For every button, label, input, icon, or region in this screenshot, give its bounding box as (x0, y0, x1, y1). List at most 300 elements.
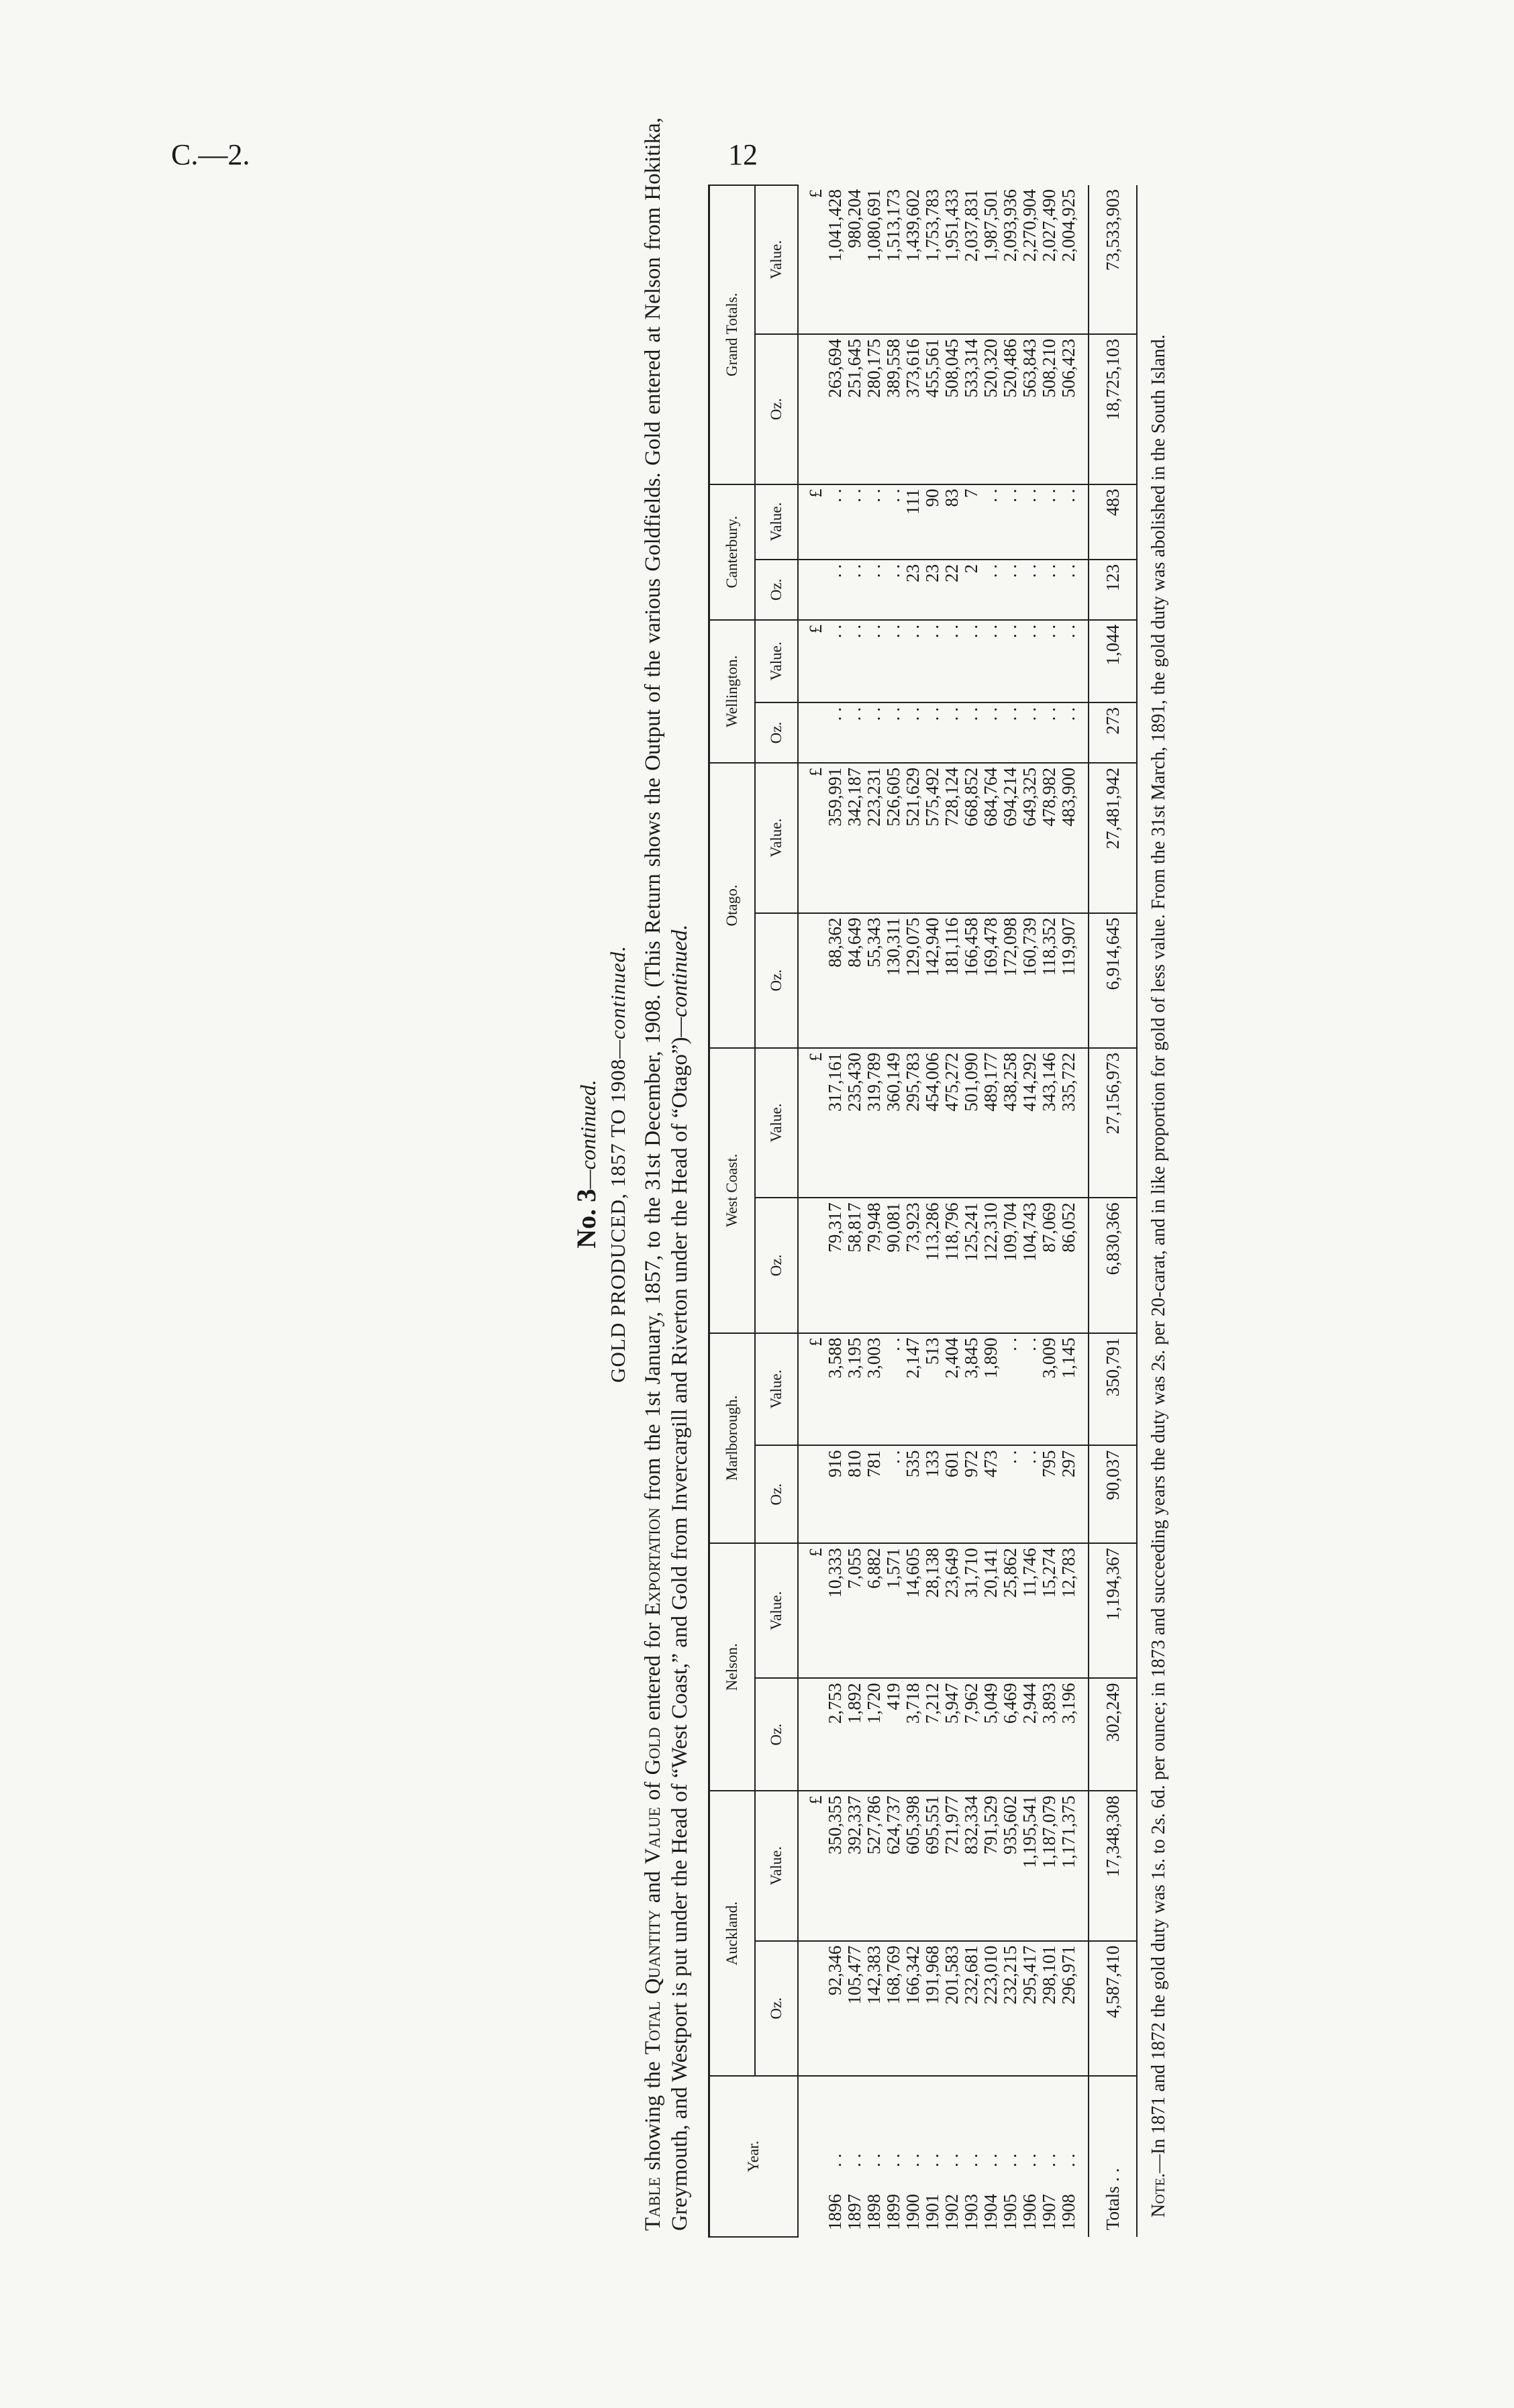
oz-cell: 55,343 (864, 913, 884, 1048)
group-header-auckland: Auckland. (709, 1791, 756, 2076)
value-cell: 28,138 (923, 1543, 942, 1678)
oz-cell: 473 (981, 1446, 1001, 1544)
oz-cell: 105,477 (845, 1941, 864, 2076)
oz-cell: . . (903, 702, 923, 763)
oz-cell: 23 (923, 560, 942, 620)
oz-cell: 181,116 (942, 913, 962, 1048)
value-cell: 791,529 (981, 1791, 1001, 1941)
oz-cell: 563,843 (1020, 334, 1040, 484)
oz-cell: . . (1001, 1446, 1020, 1544)
page-number: 12 (728, 138, 758, 171)
oz-cell: 3,718 (903, 1678, 923, 1791)
caption-gold-word: Gold (641, 1727, 665, 1775)
pound-sign: £ (798, 1333, 825, 1446)
oz-cell: 1,892 (845, 1678, 864, 1791)
pound-oz-blank (798, 334, 825, 484)
caption-value-word: Value (641, 1807, 665, 1865)
value-cell: 3,845 (962, 1333, 981, 1446)
oz-cell: 533,314 (962, 334, 981, 484)
oz-cell: 298,101 (1040, 1941, 1059, 2076)
total-oz-cell: 90,037 (1089, 1446, 1137, 1544)
value-cell: 935,602 (1001, 1791, 1020, 1941)
year-leader-dots: . . (961, 2153, 981, 2167)
total-oz-cell: 18,725,103 (1089, 334, 1137, 484)
value-cell: 2,093,936 (1001, 185, 1020, 334)
oz-cell: . . (981, 702, 1001, 763)
oz-cell: 104,743 (1020, 1198, 1040, 1332)
value-cell: 1,513,173 (884, 185, 903, 334)
oz-cell: . . (864, 702, 884, 763)
oz-cell: 122,310 (981, 1198, 1001, 1332)
value-cell: 1,187,079 (1040, 1791, 1059, 1941)
year-leader-dots: . . (825, 2153, 845, 2167)
caption-table-word: Table (641, 2177, 665, 2231)
oz-cell: 972 (962, 1446, 981, 1544)
oz-cell: 295,417 (1020, 1941, 1040, 2076)
pound-oz-blank (798, 702, 825, 763)
oz-cell: . . (864, 560, 884, 620)
table-caption (640, 117, 693, 2231)
year-leader-dots: . . (942, 2153, 962, 2167)
oz-cell: . . (1040, 560, 1059, 620)
group-header-canterbury: Canterbury. (709, 484, 756, 620)
value-cell: . . (981, 484, 1001, 560)
total-value-cell: 1,194,367 (1089, 1543, 1137, 1678)
table-row (962, 185, 981, 2237)
group-header-nelson: Nelson. (709, 1543, 756, 1791)
pound-oz-blank (798, 560, 825, 620)
group-header-marlborough: Marlborough. (709, 1333, 756, 1543)
oz-cell: 130,311 (884, 913, 903, 1048)
value-cell: 1,080,691 (864, 185, 884, 334)
value-cell: 2,004,925 (1059, 185, 1089, 334)
value-cell: 1,041,428 (825, 185, 845, 334)
oz-cell: 520,320 (981, 334, 1001, 484)
value-cell: 624,737 (884, 1791, 903, 1941)
value-cell: 668,852 (962, 763, 981, 913)
year-cell (942, 2076, 962, 2237)
table-row (1020, 185, 1040, 2237)
value-cell: 501,090 (962, 1048, 981, 1198)
oz-cell: . . (825, 702, 845, 763)
oz-cell: 535 (903, 1446, 923, 1544)
value-header: Value. (755, 484, 798, 560)
total-value-cell: 483 (1089, 484, 1137, 560)
value-cell: . . (1020, 620, 1040, 702)
rotated-table-block (570, 91, 1248, 2238)
year-cell (1040, 2076, 1059, 2237)
value-cell: 526,605 (884, 763, 903, 913)
oz-cell: 2,944 (1020, 1678, 1040, 1791)
year-label: 1907 (1039, 2194, 1059, 2230)
value-cell: 1,951,433 (942, 185, 962, 334)
pound-sign: £ (798, 763, 825, 913)
oz-cell: 23 (903, 560, 923, 620)
value-cell: . . (845, 620, 864, 702)
oz-cell: 166,342 (903, 1941, 923, 2076)
value-cell: 694,214 (1001, 763, 1020, 913)
value-cell: 1,987,501 (981, 185, 1001, 334)
group-header-row (709, 185, 756, 2237)
oz-cell: 73,923 (903, 1198, 923, 1332)
year-leader-dots: . . (903, 2153, 923, 2167)
oz-cell: . . (1020, 560, 1040, 620)
oz-header: Oz. (755, 702, 798, 763)
oz-cell: 455,561 (923, 334, 942, 484)
year-label: 1898 (864, 2194, 884, 2230)
oz-cell: 172,098 (1001, 913, 1020, 1048)
year-label: 1901 (922, 2194, 942, 2230)
year-cell (923, 2076, 942, 2237)
pound-sign: £ (798, 185, 825, 334)
value-cell: . . (825, 620, 845, 702)
caption-exportation: Exportation (641, 1508, 665, 1616)
year-leader-dots: . . (883, 2153, 903, 2167)
value-cell: 513 (923, 1333, 942, 1446)
value-cell: 483,900 (1059, 763, 1089, 913)
value-cell: 1,439,602 (903, 185, 923, 334)
pound-sign: £ (798, 1543, 825, 1678)
table-number-cont: —continued. (576, 1080, 600, 1189)
year-cell (981, 2076, 1001, 2237)
value-cell: 111 (903, 484, 923, 560)
value-cell: 295,783 (903, 1048, 923, 1198)
value-cell: 3,588 (825, 1333, 845, 1446)
oz-cell: 389,558 (884, 334, 903, 484)
value-cell: 454,006 (923, 1048, 942, 1198)
oz-cell: 2 (962, 560, 981, 620)
oz-cell: . . (845, 560, 864, 620)
page-code: C.—2. (171, 138, 250, 171)
value-cell: 12,783 (1059, 1543, 1089, 1678)
value-cell: 15,274 (1040, 1543, 1059, 1678)
value-cell: 350,355 (825, 1791, 845, 1941)
oz-cell: 223,010 (981, 1941, 1001, 2076)
year-cell (825, 2076, 845, 2237)
oz-cell: 142,383 (864, 1941, 884, 2076)
year-label: 1903 (961, 2194, 981, 2230)
oz-cell: 142,940 (923, 913, 942, 1048)
total-oz-cell: 4,587,410 (1089, 1941, 1137, 2076)
value-cell: 575,492 (923, 763, 942, 913)
oz-cell: 201,583 (942, 1941, 962, 2076)
value-cell: . . (1040, 620, 1059, 702)
year-label: 1908 (1058, 2194, 1078, 2230)
value-cell: 3,003 (864, 1333, 884, 1446)
oz-cell: 191,968 (923, 1941, 942, 2076)
value-cell: 1,145 (1059, 1333, 1089, 1446)
total-value-cell: 27,156,973 (1089, 1048, 1137, 1198)
value-cell: 1,171,375 (1059, 1791, 1089, 1941)
caption-text2: and (641, 1864, 665, 1910)
value-cell: 20,141 (981, 1543, 1001, 1678)
oz-cell: 7,962 (962, 1678, 981, 1791)
oz-cell: 916 (825, 1446, 845, 1544)
oz-cell: 601 (942, 1446, 962, 1544)
oz-cell: 79,317 (825, 1198, 845, 1332)
oz-cell: . . (884, 560, 903, 620)
oz-cell: . . (884, 702, 903, 763)
table-row (1040, 185, 1059, 2237)
pound-oz-blank (798, 913, 825, 1048)
pound-oz-blank (798, 1678, 825, 1791)
oz-cell: 232,215 (1001, 1941, 1020, 2076)
subtitle-cont: —continued. (606, 945, 629, 1059)
value-cell: 1,753,783 (923, 185, 942, 334)
pound-oz-blank (798, 1198, 825, 1332)
caption-text1: showing the (641, 2054, 665, 2177)
oz-cell: 119,907 (1059, 913, 1089, 1048)
value-cell: 335,722 (1059, 1048, 1089, 1198)
oz-cell: 88,362 (825, 913, 845, 1048)
oz-cell: 1,720 (864, 1678, 884, 1791)
value-cell: 2,147 (903, 1333, 923, 1446)
year-cell (845, 2076, 864, 2237)
value-cell: 2,404 (942, 1333, 962, 1446)
value-cell: . . (1059, 484, 1089, 560)
total-oz-cell: 6,914,645 (1089, 913, 1137, 1048)
oz-cell: 3,893 (1040, 1678, 1059, 1791)
value-cell: 23,649 (942, 1543, 962, 1678)
oz-cell: 232,681 (962, 1941, 981, 2076)
value-cell: 7,055 (845, 1543, 864, 1678)
pound-sign: £ (798, 620, 825, 702)
oz-cell: 79,948 (864, 1198, 884, 1332)
value-cell: 414,292 (1020, 1048, 1040, 1198)
oz-header: Oz. (755, 1198, 798, 1332)
year-leader-dots: . . (1058, 2153, 1078, 2167)
value-header: Value. (755, 1791, 798, 1941)
year-label: 1902 (942, 2194, 962, 2230)
oz-cell: 125,241 (962, 1198, 981, 1332)
pound-sign: £ (798, 1048, 825, 1198)
oz-cell: . . (1001, 560, 1020, 620)
oz-cell: . . (845, 702, 864, 763)
oz-cell: . . (884, 1446, 903, 1544)
oz-cell: 6,469 (1001, 1678, 1020, 1791)
value-cell: 10,333 (825, 1543, 845, 1678)
oz-cell: 520,486 (1001, 334, 1020, 484)
footnote-text: —In 1871 and 1872 the gold duty was 1s. to 2s. 6d. per ounce; in 1873 and succeeding years the duty was 2s. per 20-carat, and in like proportion for gold of less value. From the 31st March, 1891, the gold duty was abolished in the South Island. (1148, 334, 1169, 2173)
value-cell: 319,789 (864, 1048, 884, 1198)
pound-row (798, 185, 825, 2237)
caption-text3: of (641, 1775, 665, 1808)
oz-cell: 419 (884, 1678, 903, 1791)
table-number (570, 91, 602, 2238)
value-cell: . . (825, 484, 845, 560)
table-number-main: No. 3 (571, 1188, 601, 1249)
value-cell: 1,195,541 (1020, 1791, 1040, 1941)
oz-cell: 86,052 (1059, 1198, 1089, 1332)
year-leader-dots: . . (844, 2153, 864, 2167)
total-value-cell: 73,533,903 (1089, 185, 1137, 334)
value-cell: 521,629 (903, 763, 923, 913)
value-cell: . . (884, 484, 903, 560)
value-cell: 1,571 (884, 1543, 903, 1678)
oz-cell: 781 (864, 1446, 884, 1544)
oz-cell: 506,423 (1059, 334, 1089, 484)
oz-cell: 84,649 (845, 913, 864, 1048)
oz-cell: 118,796 (942, 1198, 962, 1332)
value-cell: 11,746 (1020, 1543, 1040, 1678)
oz-cell: 7,212 (923, 1678, 942, 1791)
value-cell: 684,764 (981, 763, 1001, 913)
value-cell: 2,270,904 (1020, 185, 1040, 334)
year-cell (962, 2076, 981, 2237)
oz-cell: . . (1040, 702, 1059, 763)
oz-header: Oz. (755, 334, 798, 484)
year-leader-dots: . . (1000, 2153, 1020, 2167)
value-cell: 83 (942, 484, 962, 560)
group-header-wellington: Wellington. (709, 620, 756, 763)
value-cell: 2,037,831 (962, 185, 981, 334)
value-cell: 317,161 (825, 1048, 845, 1198)
oz-header: Oz. (755, 913, 798, 1048)
oz-cell: 160,739 (1020, 913, 1040, 1048)
value-cell: . . (942, 620, 962, 702)
table-row (903, 185, 923, 2237)
value-cell: 392,337 (845, 1791, 864, 1941)
value-cell: 359,991 (825, 763, 845, 913)
year-label: 1899 (883, 2194, 903, 2230)
group-header-grand-totals: Grand Totals. (709, 185, 756, 484)
subheader-row (755, 185, 798, 2237)
value-header: Value. (755, 185, 798, 334)
year-cell (903, 2076, 923, 2237)
year-label: 1900 (903, 2194, 923, 2230)
value-cell: 475,272 (942, 1048, 962, 1198)
subtitle-main: GOLD PRODUCED, 1857 TO 1908 (606, 1058, 629, 1383)
oz-header: Oz. (755, 560, 798, 620)
oz-cell: 133 (923, 1446, 942, 1544)
oz-cell: . . (962, 702, 981, 763)
oz-cell: 58,817 (845, 1198, 864, 1332)
total-oz-cell: 6,830,366 (1089, 1198, 1137, 1332)
value-cell: 489,177 (981, 1048, 1001, 1198)
value-cell: . . (1020, 484, 1040, 560)
value-cell: . . (864, 620, 884, 702)
oz-cell: 2,753 (825, 1678, 845, 1791)
year-cell (884, 2076, 903, 2237)
gold-table (708, 185, 1138, 2238)
oz-cell: 373,616 (903, 334, 923, 484)
table-row (825, 185, 845, 2237)
value-header: Value. (755, 1543, 798, 1678)
group-header-otago: Otago. (709, 763, 756, 1048)
total-value-cell: 17,348,308 (1089, 1791, 1137, 1941)
oz-header: Oz. (755, 1941, 798, 2076)
total-oz-cell: 123 (1089, 560, 1137, 620)
value-cell: 343,146 (1040, 1048, 1059, 1198)
footnote-label: Note. (1148, 2173, 1169, 2217)
year-leader-dots: . . (1039, 2153, 1059, 2167)
value-cell: 649,325 (1020, 763, 1040, 913)
value-cell: 438,258 (1001, 1048, 1020, 1198)
total-oz-cell: 273 (1089, 702, 1137, 763)
year-leader-dots: . . (1019, 2153, 1040, 2167)
table-row (1059, 185, 1089, 2237)
value-cell: . . (884, 1333, 903, 1446)
value-cell: 832,334 (962, 1791, 981, 1941)
value-cell: 1,890 (981, 1333, 1001, 1446)
year-label: 1896 (825, 2194, 845, 2230)
oz-cell: . . (923, 702, 942, 763)
oz-cell: 168,769 (884, 1941, 903, 2076)
value-cell: 695,551 (923, 1791, 942, 1941)
value-cell: 235,430 (845, 1048, 864, 1198)
value-cell: 721,977 (942, 1791, 962, 1941)
value-header: Value. (755, 1048, 798, 1198)
year-leader-dots: . . (922, 2153, 942, 2167)
value-cell: 7 (962, 484, 981, 560)
oz-cell: 129,075 (903, 913, 923, 1048)
table-body (798, 185, 1089, 2237)
oz-header: Oz. (755, 1678, 798, 1791)
value-cell: 2,027,490 (1040, 185, 1059, 334)
group-header-west-coast: West Coast. (709, 1048, 756, 1333)
value-header: Value. (755, 763, 798, 913)
year-label: 1897 (844, 2194, 864, 2230)
value-cell: . . (923, 620, 942, 702)
value-cell: 6,882 (864, 1543, 884, 1678)
value-cell: . . (864, 484, 884, 560)
value-cell: . . (1059, 620, 1089, 702)
oz-cell: 296,971 (1059, 1941, 1089, 2076)
value-cell: . . (1001, 1333, 1020, 1446)
value-cell: . . (981, 620, 1001, 702)
value-cell: 527,786 (864, 1791, 884, 1941)
oz-cell: 5,947 (942, 1678, 962, 1791)
oz-cell: 92,346 (825, 1941, 845, 2076)
value-cell: . . (1001, 620, 1020, 702)
table-row (1001, 185, 1020, 2237)
year-label: 1905 (1000, 2194, 1020, 2230)
oz-cell: 810 (845, 1446, 864, 1544)
oz-cell: 508,210 (1040, 334, 1059, 484)
table-row (845, 185, 864, 2237)
oz-cell: 280,175 (864, 334, 884, 484)
year-header: Year. (709, 2076, 799, 2237)
value-cell: 478,982 (1040, 763, 1059, 913)
year-cell (864, 2076, 884, 2237)
totals-body (1089, 185, 1137, 2237)
year-label: 1906 (1019, 2194, 1040, 2230)
year-leader-dots: . . (980, 2153, 1001, 2167)
value-cell: . . (1020, 1333, 1040, 1446)
value-cell: 31,710 (962, 1543, 981, 1678)
value-cell: 360,149 (884, 1048, 903, 1198)
value-cell: 342,187 (845, 763, 864, 913)
pound-oz-blank (798, 1941, 825, 2076)
oz-cell: 22 (942, 560, 962, 620)
year-cell (1001, 2076, 1020, 2237)
oz-header: Oz. (755, 1446, 798, 1544)
oz-cell: . . (1020, 702, 1040, 763)
oz-cell: 297 (1059, 1446, 1089, 1544)
oz-cell: 87,069 (1040, 1198, 1059, 1332)
oz-cell: 251,645 (845, 334, 864, 484)
table-row (884, 185, 903, 2237)
oz-cell: 795 (1040, 1446, 1059, 1544)
value-cell: 980,204 (845, 185, 864, 334)
oz-cell: 166,458 (962, 913, 981, 1048)
value-cell: 605,398 (903, 1791, 923, 1941)
pound-sign: £ (798, 1791, 825, 1941)
table-row (981, 185, 1001, 2237)
year-label: 1904 (980, 2194, 1001, 2230)
pound-year-blank (798, 2076, 825, 2237)
oz-cell: . . (1059, 702, 1089, 763)
